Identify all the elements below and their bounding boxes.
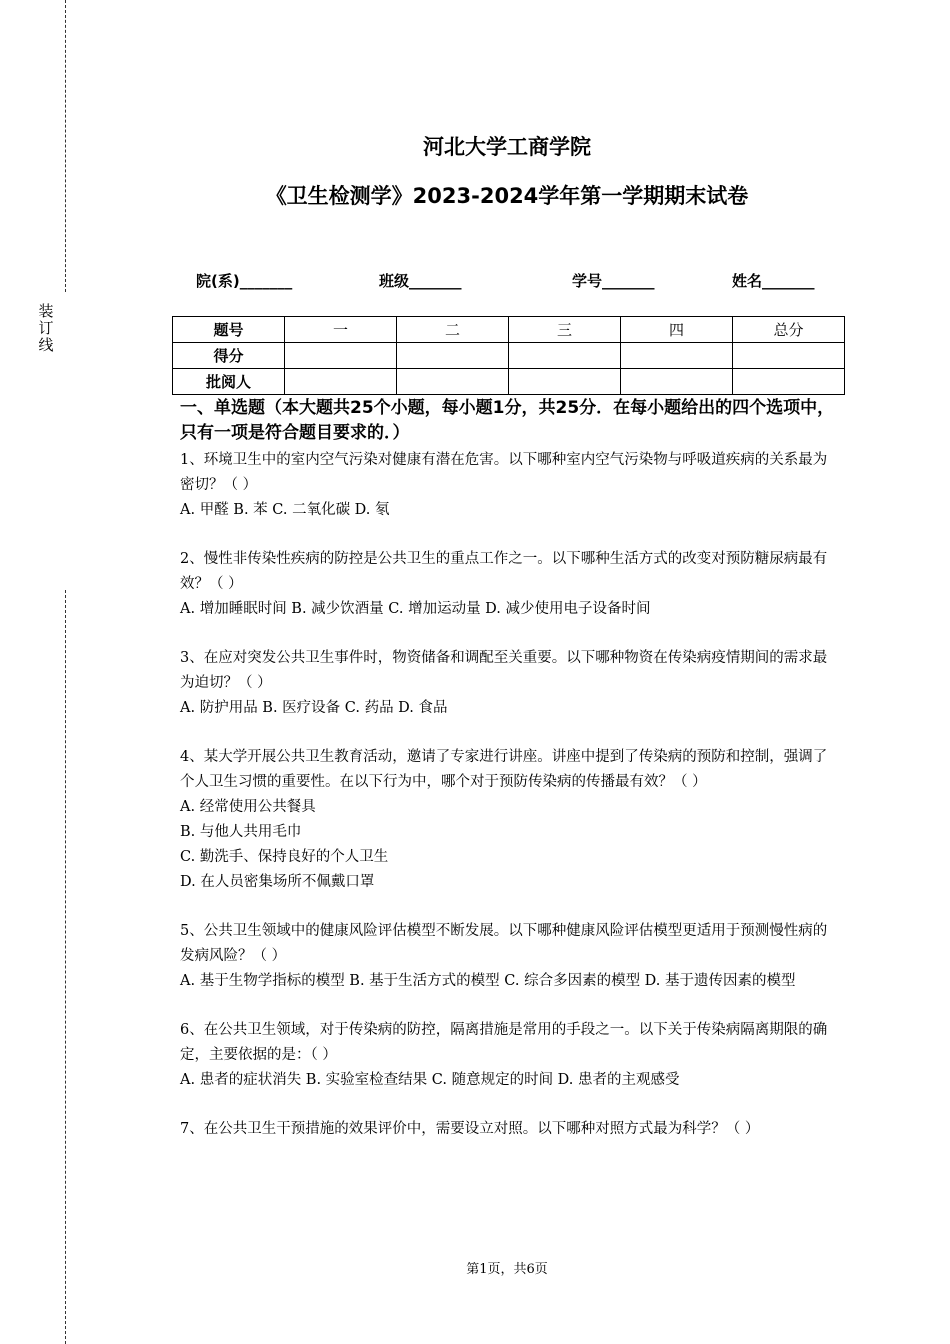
grader-cell[interactable] bbox=[397, 369, 509, 395]
table-header-cell: 四 bbox=[621, 317, 733, 343]
binding-label bbox=[37, 303, 55, 354]
score-cell[interactable] bbox=[285, 343, 397, 369]
question-item bbox=[180, 448, 840, 523]
binding-char: 订 bbox=[38, 319, 54, 337]
row-label: 批阅人 bbox=[173, 369, 285, 395]
table-header-cell: 题号 bbox=[173, 317, 285, 343]
score-row bbox=[173, 343, 845, 369]
question-options: A. 基于生物学指标的模型 B. 基于生活方式的模型 C. 综合多因素的模型 D. 基于遗传因素的模型 bbox=[180, 973, 796, 989]
table-header-cell: 总分 bbox=[733, 317, 845, 343]
score-cell[interactable] bbox=[509, 343, 621, 369]
grader-cell[interactable] bbox=[509, 369, 621, 395]
question-options: A. 防护用品 B. 医疗设备 C. 药品 D. 食品 bbox=[180, 700, 448, 716]
binding-char: 装 bbox=[38, 302, 54, 320]
student-id-field[interactable]: 学号_______ bbox=[572, 272, 655, 290]
question-item bbox=[180, 547, 840, 622]
grader-cell[interactable] bbox=[621, 369, 733, 395]
score-cell[interactable] bbox=[621, 343, 733, 369]
exam-title: 《卫生检测学》2023-2024学年第一学期期末试卷 bbox=[265, 184, 749, 208]
section-header: 一、单选题（本大题共25个小题，每小题1分，共25分．在每小题给出的四个选项中，只有一项是符合题目要求的．） bbox=[180, 398, 835, 443]
question-item bbox=[180, 745, 840, 895]
question-stem: 4、某大学开展公共卫生教育活动，邀请了专家进行讲座。讲座中提到了传染病的预防和控制，强调了个人卫生习惯的重要性。在以下行为中，哪个对于预防传染病的传播最有效？（ ） bbox=[180, 749, 828, 790]
score-table-header-row bbox=[173, 317, 845, 343]
question-options: A. 甲醛 B. 苯 C. 二氧化碳 D. 氡 bbox=[180, 502, 390, 518]
score-table bbox=[172, 316, 845, 395]
question-option: B. 与他人共用毛巾 bbox=[180, 824, 302, 840]
row-label: 得分 bbox=[173, 343, 285, 369]
grader-row bbox=[173, 369, 845, 395]
question-stem: 7、在公共卫生干预措施的效果评价中，需要设立对照。以下哪种对照方式最为科学？（ ） bbox=[180, 1121, 760, 1137]
question-options: A. 增加睡眠时间 B. 减少饮酒量 C. 增加运动量 D. 减少使用电子设备时间 bbox=[180, 601, 651, 617]
binding-char: 线 bbox=[38, 336, 54, 354]
department-field[interactable]: 院(系)_______ bbox=[196, 272, 293, 290]
table-header-cell: 二 bbox=[397, 317, 509, 343]
student-info-row bbox=[0, 270, 950, 292]
grader-cell[interactable] bbox=[733, 369, 845, 395]
question-item bbox=[180, 646, 840, 721]
question-options: A. 患者的症状消失 B. 实验室检查结果 C. 随意规定的时间 D. 患者的主观感受 bbox=[180, 1072, 680, 1088]
question-item bbox=[180, 1018, 840, 1093]
score-cell[interactable] bbox=[733, 343, 845, 369]
page-footer: 第1页，共6页 bbox=[466, 1262, 548, 1277]
question-stem: 3、在应对突发公共卫生事件时，物资储备和调配至关重要。以下哪种物资在传染病疫情期间的需求最为迫切？（ ） bbox=[180, 650, 828, 691]
school-title: 河北大学工商学院 bbox=[423, 135, 591, 159]
question-stem: 1、环境卫生中的室内空气污染对健康有潜在危害。以下哪种室内空气污染物与呼吸道疾病的关系最为密切？（ ） bbox=[180, 452, 828, 493]
name-field[interactable]: 姓名_______ bbox=[732, 272, 815, 290]
question-item bbox=[180, 1117, 840, 1142]
score-cell[interactable] bbox=[397, 343, 509, 369]
grader-cell[interactable] bbox=[285, 369, 397, 395]
table-header-cell: 一 bbox=[285, 317, 397, 343]
class-field[interactable]: 班级_______ bbox=[379, 272, 462, 290]
question-stem: 2、慢性非传染性疾病的防控是公共卫生的重点工作之一。以下哪种生活方式的改变对预防糖尿病最有效？（ ） bbox=[180, 551, 828, 592]
question-section bbox=[180, 396, 840, 1142]
table-header-cell: 三 bbox=[509, 317, 621, 343]
binding-line-bottom bbox=[65, 590, 66, 1344]
question-option: A. 经常使用公共餐具 bbox=[180, 799, 316, 815]
question-item bbox=[180, 919, 840, 994]
question-stem: 6、在公共卫生领域，对于传染病的防控，隔离措施是常用的手段之一。以下关于传染病隔离期限的确定，主要依据的是：（ ） bbox=[180, 1022, 828, 1063]
question-option: D. 在人员密集场所不佩戴口罩 bbox=[180, 874, 375, 890]
question-stem: 5、公共卫生领域中的健康风险评估模型不断发展。以下哪种健康风险评估模型更适用于预测慢性病的发病风险？（ ） bbox=[180, 923, 828, 964]
question-option: C. 勤洗手、保持良好的个人卫生 bbox=[180, 849, 389, 865]
